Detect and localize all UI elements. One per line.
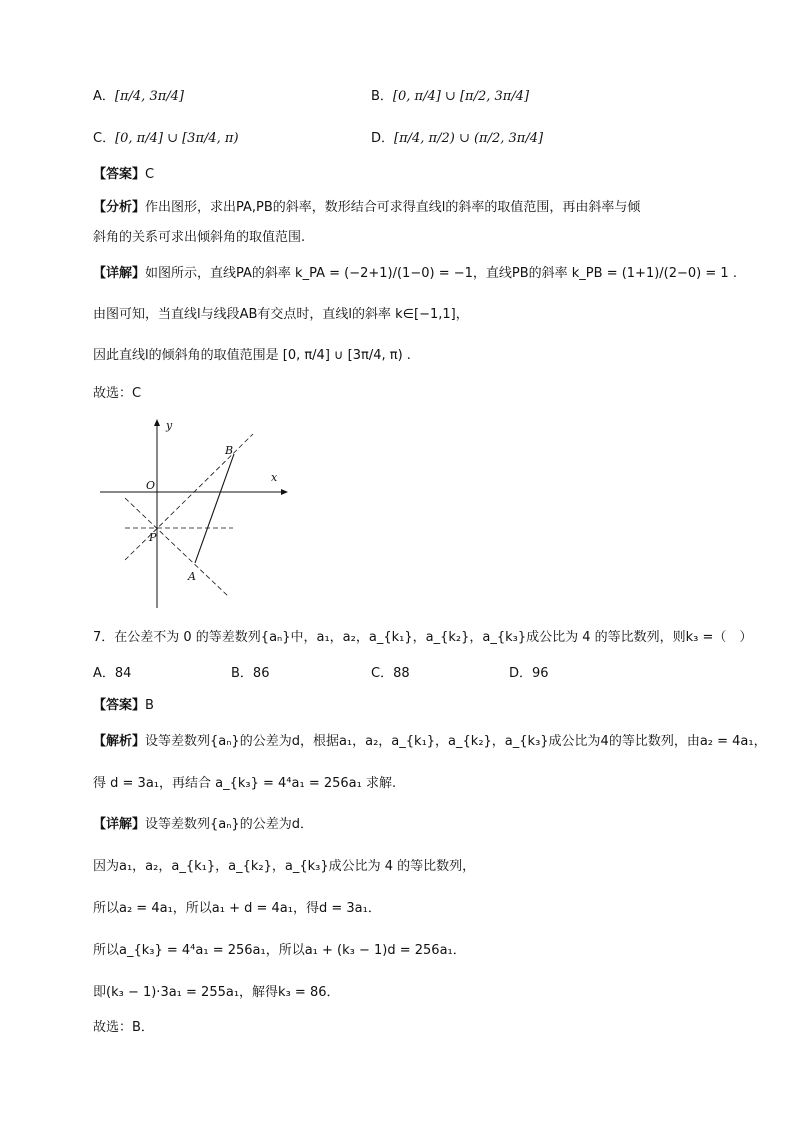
option-c-value: [0, π/4] ∪ [3π/4, π) — [115, 131, 239, 146]
q7-analysis-line1 — [93, 733, 767, 751]
analysis-text: 作出图形，求出PA,PB的斜率，数形结合可求得直线l的斜率的取值范围，再由斜率与倾 — [145, 200, 641, 215]
option-d-value: [π/4, π/2) ∪ (π/2, 3π/4] — [394, 131, 544, 146]
q6-detail-line1 — [93, 265, 737, 283]
option-b-value: [0, π/4] ∪ [π/2, 3π/4] — [392, 89, 530, 104]
answer-value: C — [145, 167, 155, 182]
q7-stem: 7．在公差不为 0 的等差数列{aₙ}中，a₁，a₂，a_{k₁}，a_{k₂}，a_{k₃}成公比为 4 的等比数列，则k₃ =（ ） — [93, 630, 753, 645]
detail-tag: 【详解】 — [93, 266, 146, 281]
label-o: O — [146, 479, 156, 492]
label-x: x — [271, 471, 278, 484]
coordinate-figure — [95, 412, 295, 612]
label-p: P — [149, 531, 157, 544]
q7-detail-line2: 因为a₁，a₂，a_{k₁}，a_{k₂}，a_{k₃}成公比为 4 的等比数列， — [93, 859, 476, 874]
option-a-value: [π/4, 3π/4] — [114, 89, 184, 104]
q6-answer-line — [93, 166, 154, 184]
q7-detail-line3: 所以a₂ = 4a₁，所以a₁ + d = 4a₁，得d = 3a₁． — [93, 901, 381, 916]
detail-tag: 【详解】 — [93, 817, 146, 832]
label-a: A — [188, 570, 196, 583]
option-d-label: D． — [371, 131, 395, 146]
analysis-tag: 【分析】 — [93, 200, 146, 215]
q6-analysis-line1 — [93, 199, 640, 217]
answer-tag: 【答案】 — [93, 167, 146, 182]
option-d — [371, 130, 543, 148]
line-pb-dashed — [125, 434, 253, 560]
detail-text: 设等差数列{aₙ}的公差为d． — [145, 817, 313, 832]
q7-option-d: D．96 — [509, 666, 549, 681]
q6-analysis-line2: 斜角的关系可求出倾斜角的取值范围. — [93, 230, 306, 245]
analysis-tag: 【解析】 — [93, 734, 146, 749]
q6-detail-line2: 由图可知，当直线l与线段AB有交点时，直线l的斜率 k∈[−1,1]， — [93, 307, 469, 322]
analysis-text: 设等差数列{aₙ}的公差为d，根据a₁，a₂，a_{k₁}，a_{k₂}，a_{k₃}成公比为4的等比数列，由a₂ = 4a₁， — [145, 734, 767, 749]
q7-option-c: C．88 — [371, 666, 410, 681]
q7-answer-line — [93, 697, 154, 715]
option-a — [93, 88, 184, 106]
option-b — [371, 88, 529, 106]
answer-value: B — [145, 698, 154, 713]
q6-choose: 故选：C — [93, 386, 142, 401]
q7-detail-line1 — [93, 816, 313, 834]
q7-detail-line5: 即(k₃ − 1)·3a₁ = 255a₁，解得k₃ = 86． — [93, 985, 340, 1000]
detail-text: 如图所示，直线PA的斜率 k_PA = (−2+1)/(1−0) = −1，直线PB的斜率 k_PB = (1+1)/(2−0) = 1 . — [145, 266, 737, 281]
q7-option-b: B．86 — [231, 666, 270, 681]
q7-detail-line4: 所以a_{k₃} = 4⁴a₁ = 256a₁，所以a₁ + (k₃ − 1)d = 256a₁． — [93, 943, 466, 958]
q7-choose: 故选：B． — [93, 1020, 154, 1035]
segment-ab — [195, 454, 234, 563]
q7-option-a: A．84 — [93, 666, 132, 681]
answer-tag: 【答案】 — [93, 698, 146, 713]
option-a-label: A． — [93, 89, 115, 104]
option-b-label: B． — [371, 89, 393, 104]
label-b: B — [225, 444, 234, 457]
q7-analysis-line2: 得 d = 3a₁，再结合 a_{k₃} = 4⁴a₁ = 256a₁ 求解. — [93, 776, 397, 791]
option-c — [93, 130, 239, 148]
option-c-label: C． — [93, 131, 116, 146]
q6-detail-line3: 因此直线l的倾斜角的取值范围是 [0, π/4] ∪ [3π/4, π) . — [93, 348, 411, 363]
label-y: y — [166, 419, 173, 432]
